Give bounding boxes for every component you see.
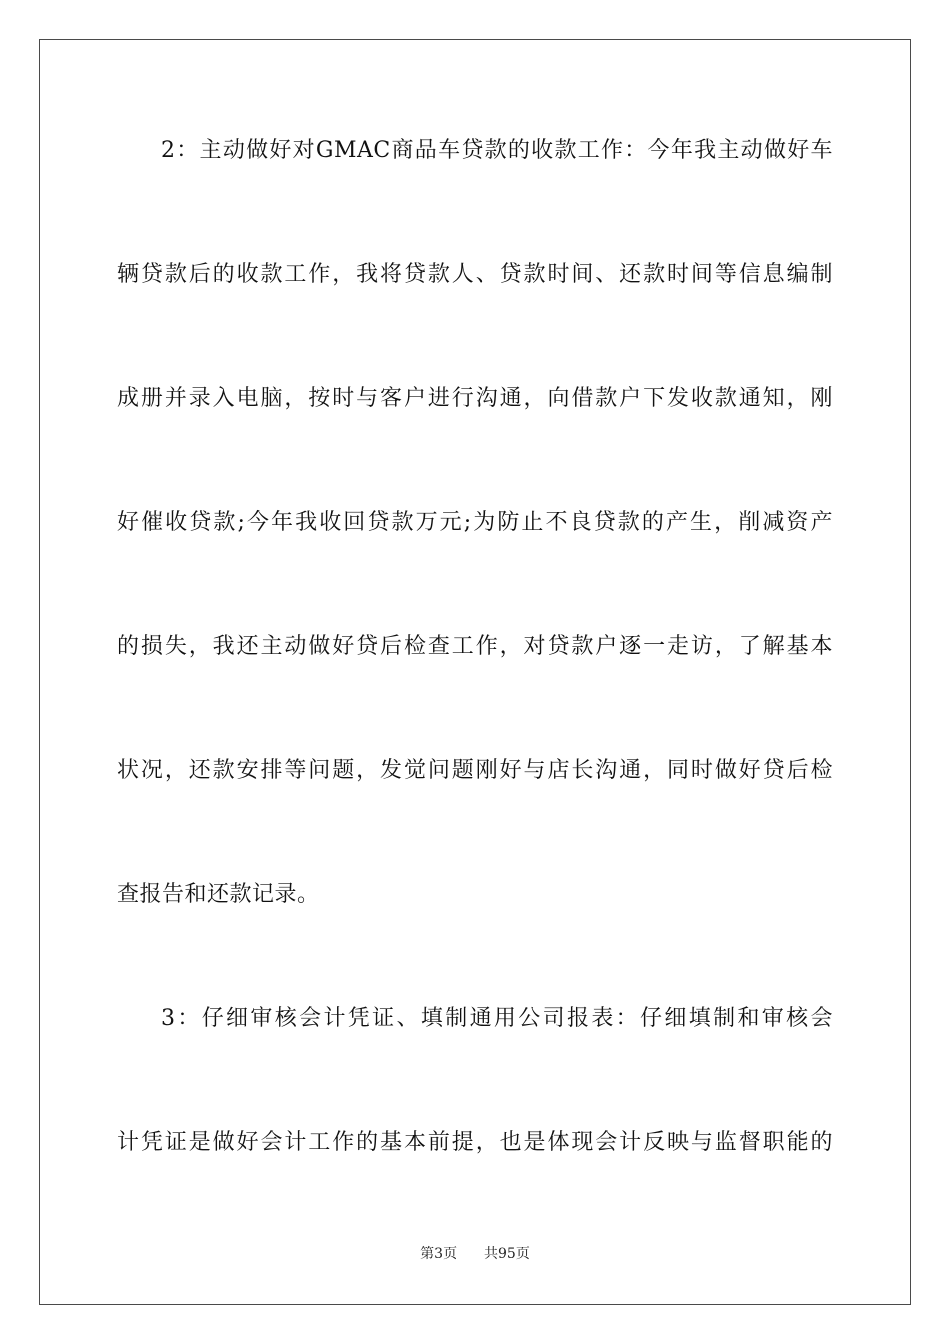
paragraph-line: 成册并录入电脑，按时与客户进行沟通，向借款户下发收款通知，刚 — [117, 386, 833, 411]
page-footer — [0, 1245, 950, 1263]
paragraph-line: 计凭证是做好会计工作的基本前提，也是体现会计反映与监督职能的 — [117, 1130, 833, 1155]
paragraph-line: 查报告和还款记录。 — [117, 882, 320, 907]
paragraph-line: 好催收贷款;今年我收回贷款万元;为防止不良贷款的产生，削减资产 — [117, 510, 833, 535]
paragraph-line: 的损失，我还主动做好贷后检查工作，对贷款户逐一走访，了解基本 — [117, 634, 833, 659]
page-number: 第3页 — [420, 1246, 458, 1262]
page-border — [39, 39, 911, 1305]
paragraph-line: 2：主动做好对GMAC商品车贷款的收款工作：今年我主动做好车 — [161, 138, 833, 163]
page-total: 共95页 — [484, 1246, 530, 1262]
paragraph-line: 辆贷款后的收款工作，我将贷款人、贷款时间、还款时间等信息编制 — [117, 262, 833, 287]
paragraph-line: 3：仔细审核会计凭证、填制通用公司报表：仔细填制和审核会 — [161, 1006, 833, 1031]
paragraph-line: 状况，还款安排等问题，发觉问题刚好与店长沟通，同时做好贷后检 — [117, 758, 833, 783]
